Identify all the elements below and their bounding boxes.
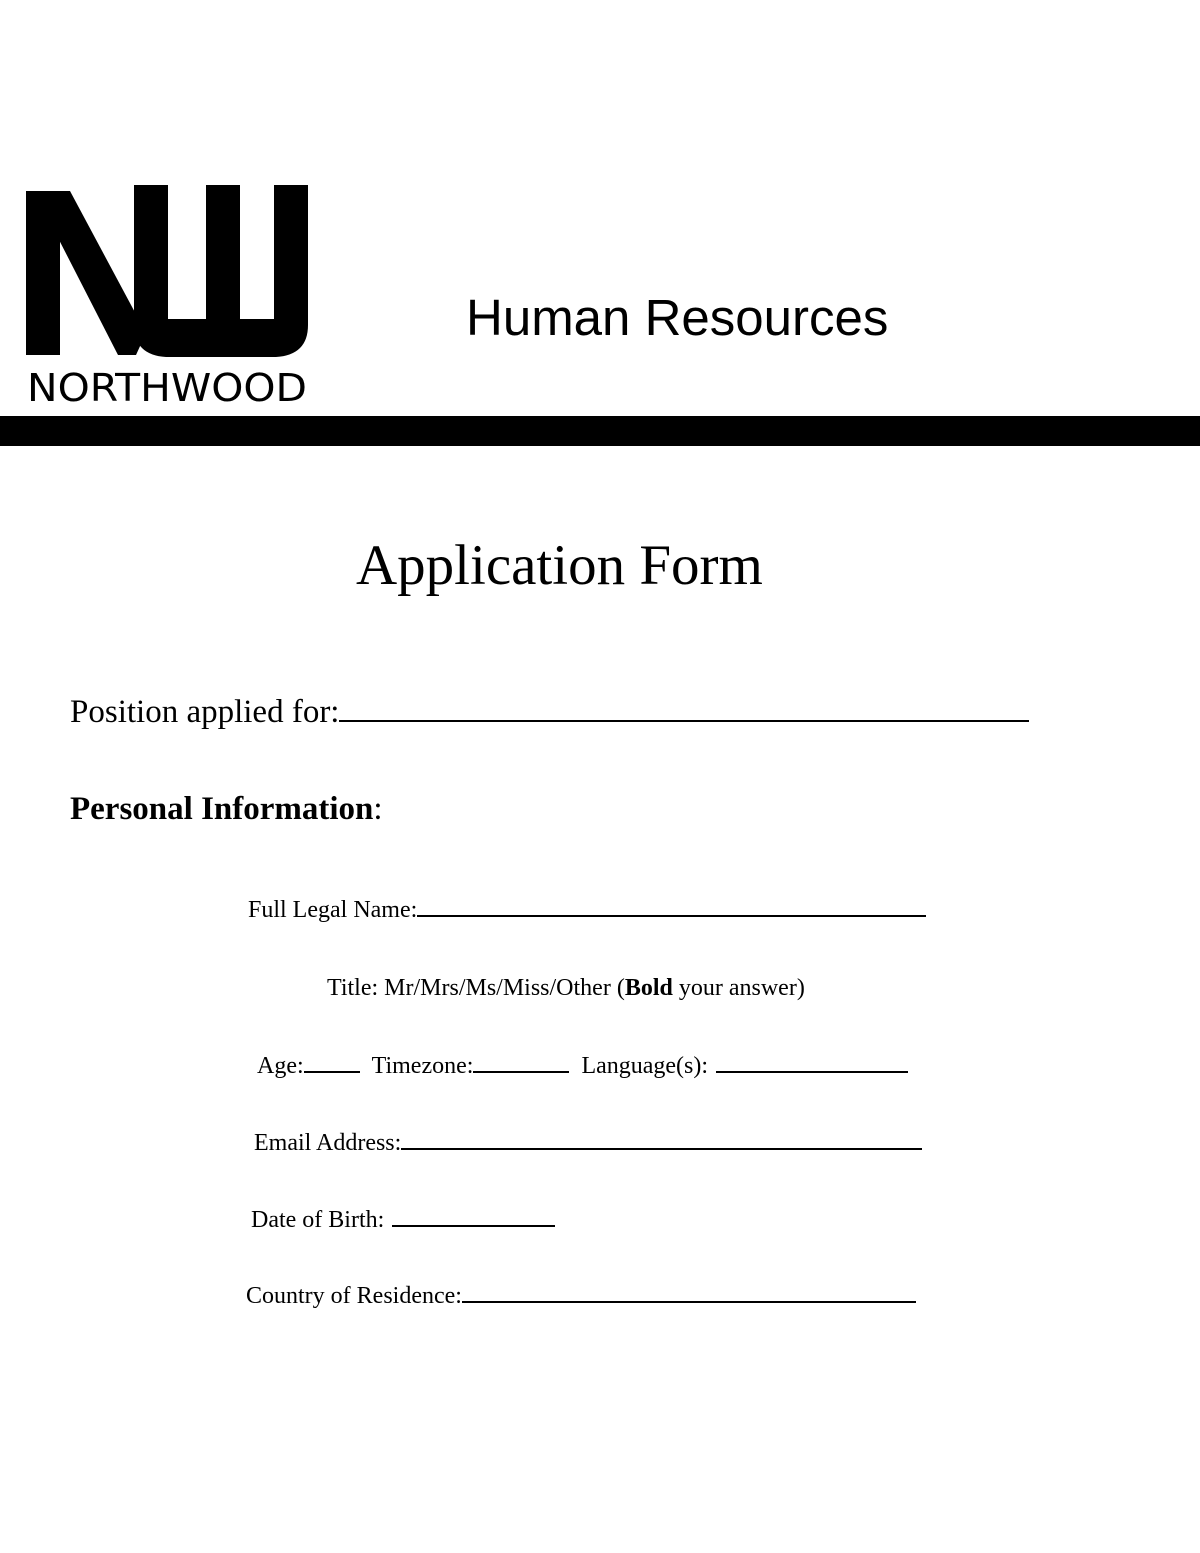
age-blank[interactable] xyxy=(304,1049,360,1073)
title-row xyxy=(327,972,805,1004)
department-title: Human Resources xyxy=(466,289,889,346)
country-row xyxy=(246,1279,916,1312)
title-prefix: Title: Mr/Mrs/Ms/Miss/Other ( xyxy=(327,975,625,1001)
northwood-logo-mark xyxy=(26,185,310,407)
email-label: Email Address: xyxy=(254,1130,402,1156)
country-label: Country of Residence: xyxy=(246,1283,462,1309)
country-blank[interactable] xyxy=(462,1279,916,1303)
language-blank[interactable] xyxy=(716,1049,908,1073)
age-label: Age: xyxy=(257,1053,304,1079)
northwood-logo xyxy=(26,185,310,407)
position-blank[interactable] xyxy=(339,698,1029,722)
full-name-blank[interactable] xyxy=(417,893,926,917)
position-label: Position applied for: xyxy=(70,694,340,730)
personal-info-heading-text: Personal Information xyxy=(70,791,374,827)
timezone-blank[interactable] xyxy=(473,1049,569,1073)
logo-wordmark: NORTHWOOD xyxy=(27,366,307,407)
dob-blank[interactable] xyxy=(392,1203,555,1227)
language-label: Language(s): xyxy=(581,1053,709,1079)
dob-row xyxy=(251,1203,555,1236)
timezone-label: Timezone: xyxy=(371,1053,474,1079)
title-suffix: your answer) xyxy=(672,975,805,1001)
email-blank[interactable] xyxy=(401,1126,922,1150)
header-divider xyxy=(0,416,1200,446)
personal-info-heading xyxy=(70,787,383,831)
dob-label: Date of Birth: xyxy=(251,1207,385,1233)
form-title: Application Form xyxy=(356,534,763,597)
full-name-label: Full Legal Name: xyxy=(248,897,418,923)
personal-info-heading-colon: : xyxy=(373,791,383,827)
full-name-row xyxy=(248,893,926,926)
title-bold-word: Bold xyxy=(624,975,673,1001)
email-row xyxy=(254,1126,922,1159)
position-applied-row xyxy=(70,690,1029,734)
age-timezone-language-row xyxy=(257,1049,908,1082)
